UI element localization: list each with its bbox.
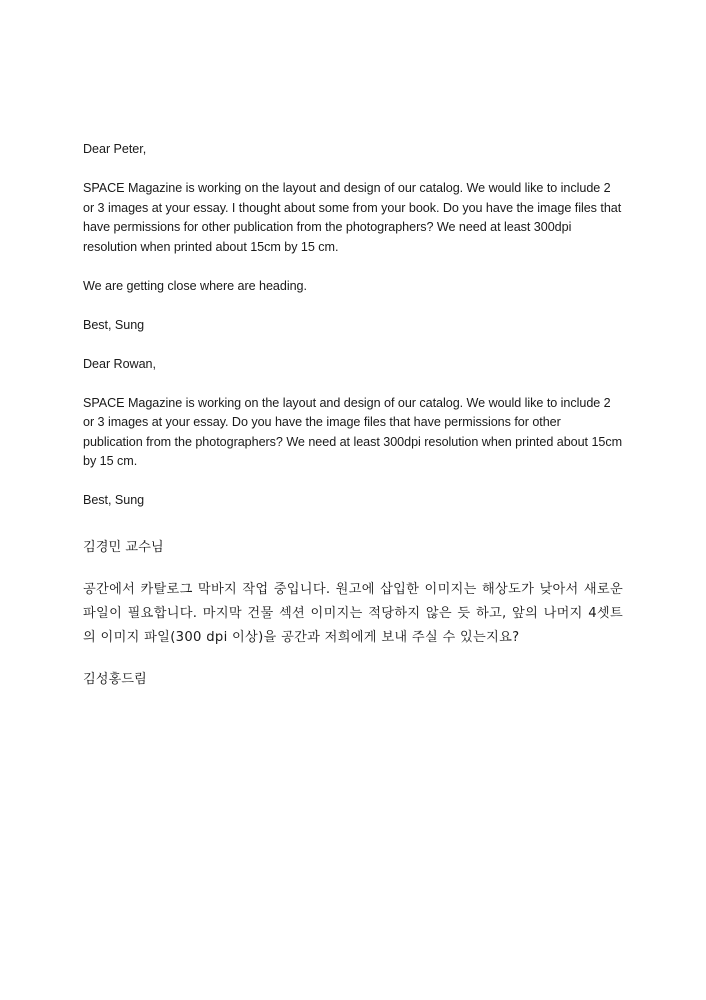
korean-letter <box>83 536 623 692</box>
letter-greeting: Dear Rowan, <box>83 356 156 371</box>
letter-body: SPACE Magazine is working on the layout and design of our catalog. We would like to include 2 or 3 images at your essay. I thought about some from your book. Do you have the image files that have permissions for other publication from the photographers? We need at least 300dpi resolution when printed about 15cm by 15 cm. <box>83 181 622 254</box>
document-page <box>83 140 623 692</box>
letter-signoff: Best, Sung <box>83 493 145 507</box>
letter-greeting: Dear Peter, <box>83 142 147 156</box>
letter-body: SPACE Magazine is working on the layout and design of our catalog. We would like to include 2 or 3 images at your essay. Do you have the image files that have permissions for other publication from the photographers? We need at least 300dpi resolution when printed about 15cm by 15 cm. <box>83 395 623 468</box>
letter-to-peter <box>83 140 623 335</box>
korean-signoff: 김성홍드림 <box>83 671 147 687</box>
letter-to-rowan <box>83 355 623 511</box>
korean-body: 공간에서 카탈로그 막바지 작업 중입니다. 원고에 삽입한 이미지는 해상도가 낮아서 새로운 파일이 필요합니다. 마지막 건물 섹션 이미지는 적당하지 않은 듯 하고, 앞의 나머지 4셋트의 이미지 파일(300 dpi 이상)을 공간과 저희에게 보내 주실 수 있는지요? <box>83 581 623 645</box>
letter-note: We are getting close where are heading. <box>83 278 307 293</box>
korean-greeting: 김경민 교수님 <box>83 539 164 555</box>
letter-signoff: Best, Sung <box>83 317 145 332</box>
